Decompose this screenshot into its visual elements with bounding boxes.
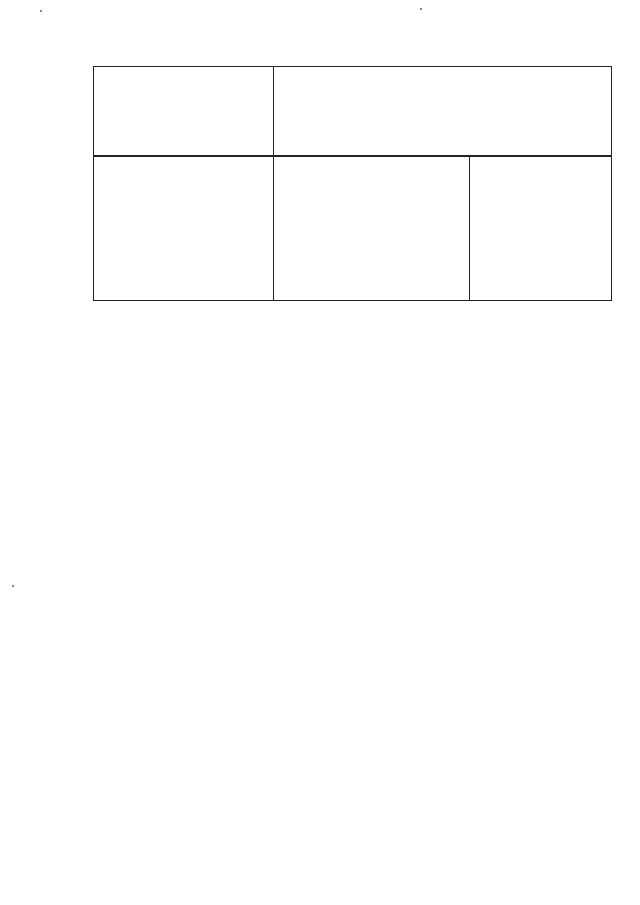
scan-speck: [40, 10, 42, 12]
offbudget-cell: [470, 157, 612, 301]
empty-cell: [94, 67, 274, 156]
financing-table: [93, 66, 612, 301]
table-row: [94, 67, 612, 156]
scan-speck: [420, 8, 422, 10]
total-cell: [94, 157, 274, 301]
approved-cell: [274, 157, 470, 301]
scan-speck: [12, 585, 14, 587]
table-row: [94, 157, 612, 301]
responsible-cell: [274, 67, 612, 156]
